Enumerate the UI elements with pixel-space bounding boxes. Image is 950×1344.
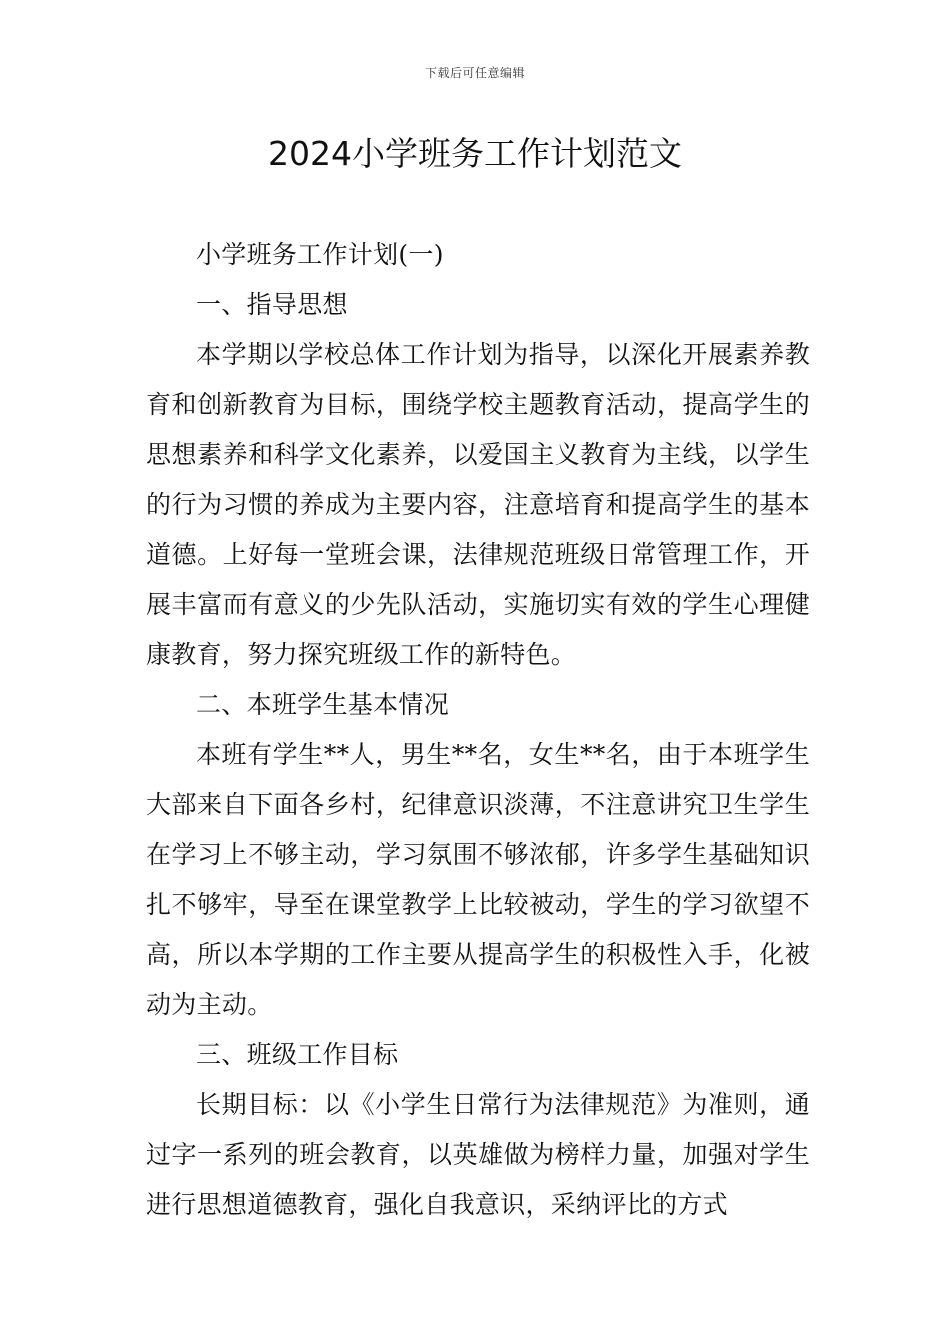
paragraph-class-situation: 本班有学生**人，男生**名，女生**名，由于本班学生大部来自下面各乡村，纪律意识淡薄，不注意讲究卫生学生在学习上不够主动，学习氛围不够浓郁，许多学生基础知识扎不够牢，导至在课堂教学上比较被动，学生的学习欲望不高，所以本学期的工作主要从提高学生的积极性入手，化被动为主动。 [146,740,810,1019]
document-body [146,230,810,1230]
header-note: 下载后可任意编辑 [424,66,525,80]
heading-class-goals: 三、班级工作目标 [196,1040,399,1069]
document-title: 2024小学班务工作计划范文 [268,134,682,173]
heading-guiding-ideology: 一、指导思想 [196,290,348,319]
paragraph-class-goals: 长期目标：以《小学生日常行为法律规范》为准则，通过字一系列的班会教育，以英雄做为榜样力量，加强对学生进行思想道德教育，强化自我意识，采纳评比的方式 [146,1090,810,1219]
heading-class-situation: 二、本班学生基本情况 [196,690,450,719]
section-subtitle: 小学班务工作计划(一) [196,240,444,269]
paragraph-guiding-ideology: 本学期以学校总体工作计划为指导，以深化开展素养教育和创新教育为目标，围绕学校主题教育活动，提高学生的思想素养和科学文化素养，以爱国主义教育为主线，以学生的行为习惯的养成为主要内容，注意培育和提高学生的基本道德。上好每一堂班会课，法律规范班级日常管理工作，开展丰富而有意义的少先队活动，实施切实有效的学生心理健康教育，努力探究班级工作的新特色。 [146,340,810,669]
